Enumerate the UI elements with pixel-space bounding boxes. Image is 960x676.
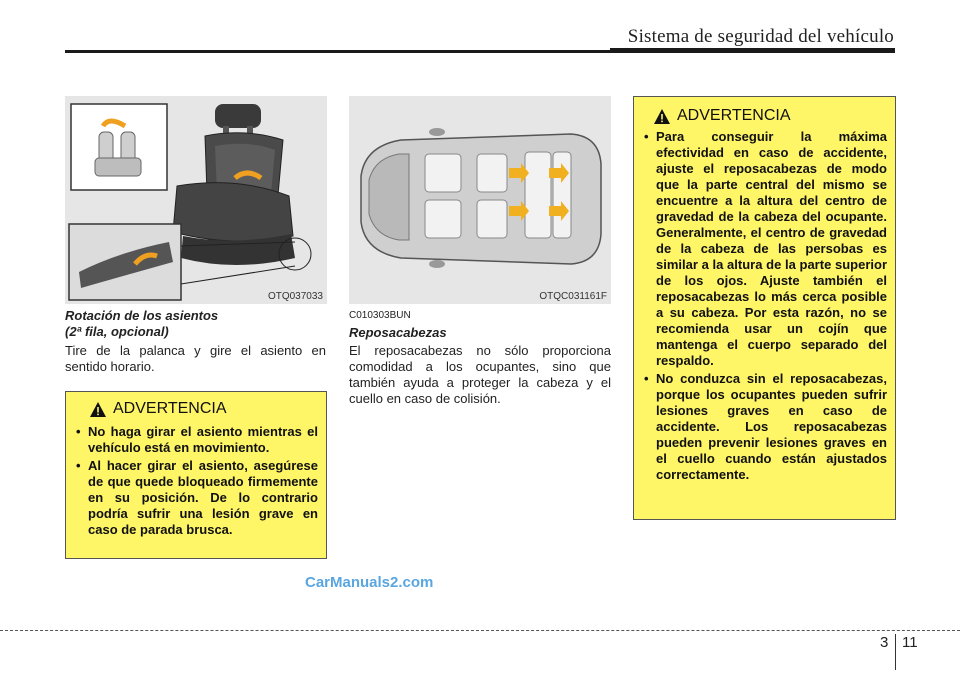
warning-header	[90, 400, 318, 418]
header-rule-accent	[610, 48, 895, 53]
warning-title: ADVERTENCIA	[677, 107, 791, 124]
warning-item: • No haga girar el asiento mientras el vehículo está en movimiento.	[74, 424, 318, 456]
figure-label: OTQC031161F	[539, 291, 607, 302]
seat-rotation-figure	[65, 96, 327, 304]
seat-illustration	[65, 96, 327, 304]
figure-label: OTQ037033	[267, 291, 323, 302]
warning-triangle-icon	[654, 109, 670, 124]
section-heading: Reposacabezas	[349, 325, 447, 340]
headrest-figure	[349, 96, 611, 304]
warning-item: • No conduzca sin el reposacabezas, porque los ocupantes pueden sufrir lesiones graves en caso de accidente. Los reposacabezas pueden prevenir lesiones graves en el cuello cuando están ajustados correctamente.	[642, 371, 887, 483]
page-number: 11	[902, 634, 918, 651]
headrest-body: El reposacabezas no sólo proporciona comodidad a los ocupantes, sino que también ayuda a proteger la cabeza y el cuello en caso de colisión.	[349, 343, 611, 406]
warning-box-headrest	[633, 96, 896, 520]
warning-item: • Para conseguir la máxima efectividad en caso de accidente, ajuste el reposacabezas de modo que la parte central del mismo se encuentre a la altura del centro de gravedad de la cabeza del ocupante. Generalmente, el centro de gravedad de la cabeza de las persobas es similar a la altura de la parte superior de los ojos. Ajuste también el reposacabezas lo más cerca posible a su cabeza. Por esta razón, no se recomienda usar un cojín que mantenga el cuerpo separado del respaldo.	[642, 129, 887, 369]
warning-triangle-icon	[90, 402, 106, 417]
car-top-view-illustration	[349, 96, 611, 304]
warning-item: • Al hacer girar el asiento, asegúrese de que quede bloqueado firmemente en su posición. De lo contrario podría sufrir una lesión grave en caso de parada brusca.	[74, 458, 318, 538]
warning-box-seat-rotation	[65, 391, 327, 559]
section-code: C010303BUN	[349, 310, 411, 321]
seat-rotation-body: Tire de la palanca y gire el asiento en sentido horario.	[65, 343, 326, 374]
footer-rule	[0, 630, 960, 631]
caption-subtitle: (2ª fila, opcional)	[65, 324, 169, 339]
seat-rotation-caption	[65, 308, 327, 340]
warning-list	[74, 424, 318, 538]
warning-list	[642, 129, 887, 483]
warning-header	[654, 107, 887, 125]
watermark-link[interactable]: CarManuals2.com	[305, 574, 434, 591]
warning-title: ADVERTENCIA	[113, 400, 227, 417]
caption-title: Rotación de los asientos	[65, 308, 219, 323]
page-header-title: Sistema de seguridad del vehículo	[627, 26, 894, 47]
page-number-separator	[895, 634, 896, 670]
section-number: 3	[880, 634, 889, 651]
